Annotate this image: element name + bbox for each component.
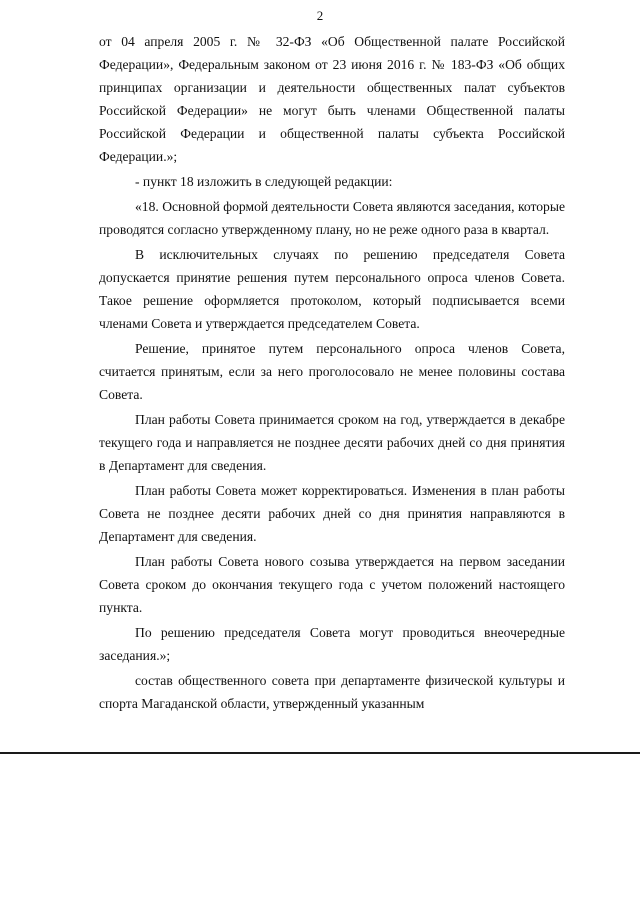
paragraph: Решение, принятое путем персонального опроса членов Совета, считается принятым, если за него проголосовало не менее половины состава Совета.: [99, 341, 565, 402]
page-number: 2: [316, 8, 324, 23]
paragraph: В исключительных случаях по решению председателя Совета допускается принятие решения путем персонального опроса членов Совета. Такое решение оформляется протоколом, который подписывается всеми членами Совета и утверждается председателем Совета.: [99, 247, 565, 331]
paragraph: План работы Совета принимается сроком на год, утверждается в декабре текущего года и направляется не позднее десяти рабочих дней со дня принятия в Департамент для сведения.: [99, 412, 565, 473]
paragraph: - пункт 18 изложить в следующей редакции:: [135, 174, 393, 189]
paragraph: от 04 апреля 2005 г. № 32-ФЗ «Об Общественной палате Российской Федерации», Федеральным законом от 23 июня 2016 г. № 183-ФЗ «Об общих принципах организации и деятельности общественных палат субъектов Российской Федерации» не могут быть членами Общественной палаты Российской Федерации и общественной палаты субъекта Российской Федерации.»;: [99, 34, 565, 164]
paragraph: состав общественного совета при департаменте физической культуры и спорта Магаданской области, утвержденный указанным: [99, 673, 565, 711]
page-bottom-rule: [0, 752, 640, 754]
paragraph: План работы Совета может корректироваться. Изменения в план работы Совета не позднее десяти рабочих дней со дня принятия направляются в Департамент для сведения.: [99, 483, 565, 544]
paragraph: По решению председателя Совета могут проводиться внеочередные заседания.»;: [99, 625, 565, 663]
paragraph: План работы Совета нового созыва утверждается на первом заседании Совета сроком до окончания текущего года с учетом положений настоящего пункта.: [99, 554, 565, 615]
document-body: [99, 30, 565, 715]
paragraph: «18. Основной формой деятельности Совета являются заседания, которые проводятся согласно утвержденному плану, но не реже одного раза в квартал.: [99, 199, 565, 237]
